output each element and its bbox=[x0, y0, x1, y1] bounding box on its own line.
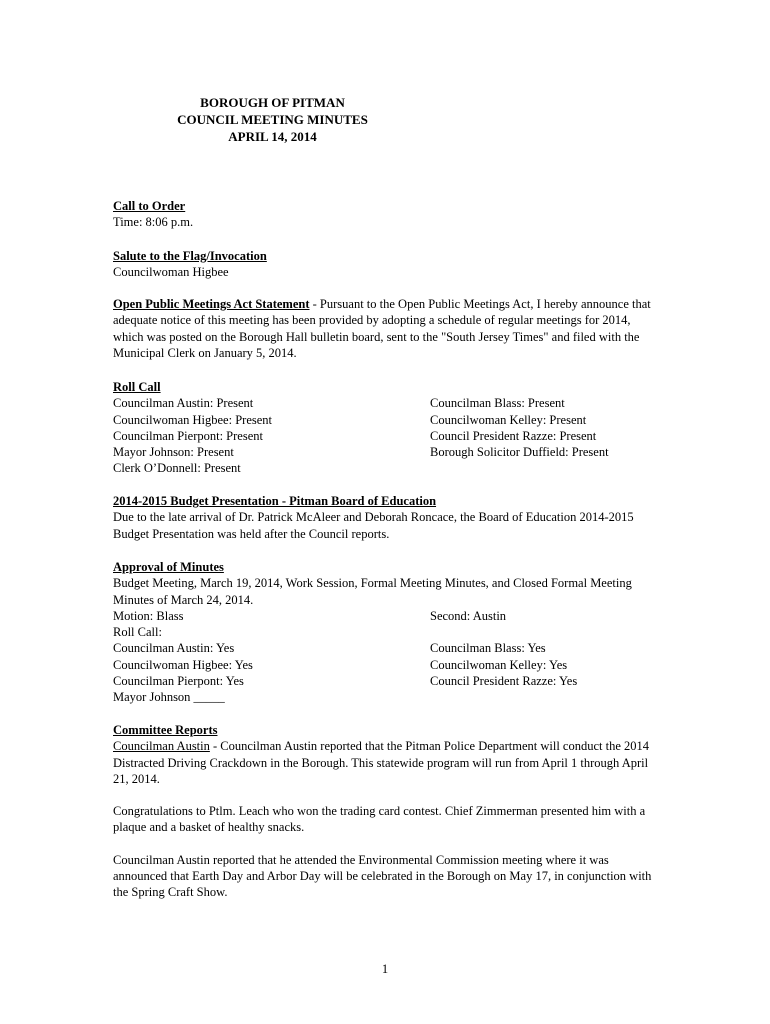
roll-call-entry: Councilwoman Higbee: Present bbox=[113, 412, 272, 427]
section-roll-call bbox=[113, 379, 658, 477]
motion-text: Motion: Blass bbox=[113, 608, 184, 623]
vote-entry: Councilman Pierpont: Yes bbox=[113, 674, 244, 689]
section-approval-of-minutes bbox=[113, 559, 658, 706]
section-budget-presentation bbox=[113, 493, 658, 542]
roll-call-entry: Mayor Johnson: Present bbox=[113, 445, 234, 460]
page-number: 1 bbox=[381, 962, 389, 976]
committee-paragraph-2: Congratulations to Ptlm. Leach who won the trading card contest. Chief Zimmerman presented him with a plaque and a basket of healthy snacks. bbox=[113, 804, 646, 835]
approval-vote-left-column bbox=[113, 640, 430, 705]
motion-row bbox=[113, 608, 658, 624]
heading-budget-presentation: 2014-2015 Budget Presentation - Pitman Board of Education bbox=[113, 494, 437, 508]
salute-text: Councilwoman Higbee bbox=[113, 265, 229, 280]
roll-call-right-column bbox=[430, 395, 658, 476]
committee-paragraph-3: Councilman Austin reported that he attended the Environmental Commission meeting where it was announced that Earth Day and Arbor Day will be celebrated in the Borough on May 17, in conjunction with the Spring Craft Show. bbox=[113, 852, 652, 900]
heading-opma: Open Public Meetings Act Statement bbox=[113, 297, 310, 311]
document-title bbox=[0, 94, 545, 145]
committee-para1-text: - Councilman Austin reported that the Pitman Police Department will conduct the 2014 Distracted Driving Crackdown in the Borough. This statewide program will run from April 1 through April 21, 2014. bbox=[113, 739, 650, 786]
opma-paragraph bbox=[113, 296, 658, 361]
vote-entry: Mayor Johnson _____ bbox=[113, 690, 225, 705]
roll-call-entry: Councilman Blass: Present bbox=[430, 396, 565, 411]
section-call-to-order bbox=[113, 198, 658, 231]
roll-call-columns bbox=[113, 395, 658, 476]
roll-call-entry: Councilman Pierpont: Present bbox=[113, 428, 263, 443]
title-date: APRIL 14, 2014 bbox=[228, 129, 317, 144]
approval-vote-right-column bbox=[430, 640, 658, 705]
committee-paragraph-1 bbox=[113, 738, 658, 787]
call-to-order-time: Time: 8:06 p.m. bbox=[113, 215, 194, 230]
section-committee-reports bbox=[113, 722, 658, 901]
second-text: Second: Austin bbox=[430, 608, 507, 623]
budget-text: Due to the late arrival of Dr. Patrick McAleer and Deborah Roncace, the Board of Education 2014-2015 Budget Presentation was held after the Council reports. bbox=[113, 510, 634, 541]
roll-call-entry: Borough Solicitor Duffield: Present bbox=[430, 445, 609, 460]
heading-committee-reports: Committee Reports bbox=[113, 723, 218, 737]
vote-entry: Councilwoman Higbee: Yes bbox=[113, 657, 253, 672]
roll-call-entry: Councilwoman Kelley: Present bbox=[430, 412, 587, 427]
vote-entry: Councilwoman Kelley: Yes bbox=[430, 657, 568, 672]
vote-entry: Council President Razze: Yes bbox=[430, 674, 578, 689]
heading-approval-of-minutes: Approval of Minutes bbox=[113, 560, 224, 574]
approval-roll-call-label: Roll Call: bbox=[113, 625, 162, 640]
vote-entry: Councilman Blass: Yes bbox=[430, 641, 546, 656]
roll-call-entry: Clerk O’Donnell: Present bbox=[113, 461, 241, 476]
title-minutes: COUNCIL MEETING MINUTES bbox=[177, 112, 368, 127]
approval-vote-columns bbox=[113, 640, 658, 705]
section-opma bbox=[113, 296, 658, 361]
approval-text: Budget Meeting, March 19, 2014, Work Session, Formal Meeting Minutes, and Closed Formal Meeting Minutes of March 24, 2014. bbox=[113, 576, 632, 607]
vote-entry: Councilman Austin: Yes bbox=[113, 641, 235, 656]
heading-call-to-order: Call to Order bbox=[113, 199, 186, 213]
title-borough: BOROUGH OF PITMAN bbox=[200, 95, 345, 110]
roll-call-entry: Councilman Austin: Present bbox=[113, 396, 254, 411]
heading-salute: Salute to the Flag/Invocation bbox=[113, 249, 267, 263]
section-salute bbox=[113, 248, 658, 281]
roll-call-left-column bbox=[113, 395, 430, 476]
roll-call-entry: Council President Razze: Present bbox=[430, 428, 597, 443]
heading-roll-call: Roll Call bbox=[113, 380, 161, 394]
opma-text: - Pursuant to the Open Public Meetings Act, I hereby announce that adequate notice of this meeting has been provided by adopting a schedule of regular meetings for 2014, which was posted on the Borough Hall bulletin board, sent to the "South Jersey Times" and filed with the Municipal Clerk on January 5, 2014. bbox=[113, 297, 651, 360]
committee-speaker: Councilman Austin bbox=[113, 739, 210, 754]
